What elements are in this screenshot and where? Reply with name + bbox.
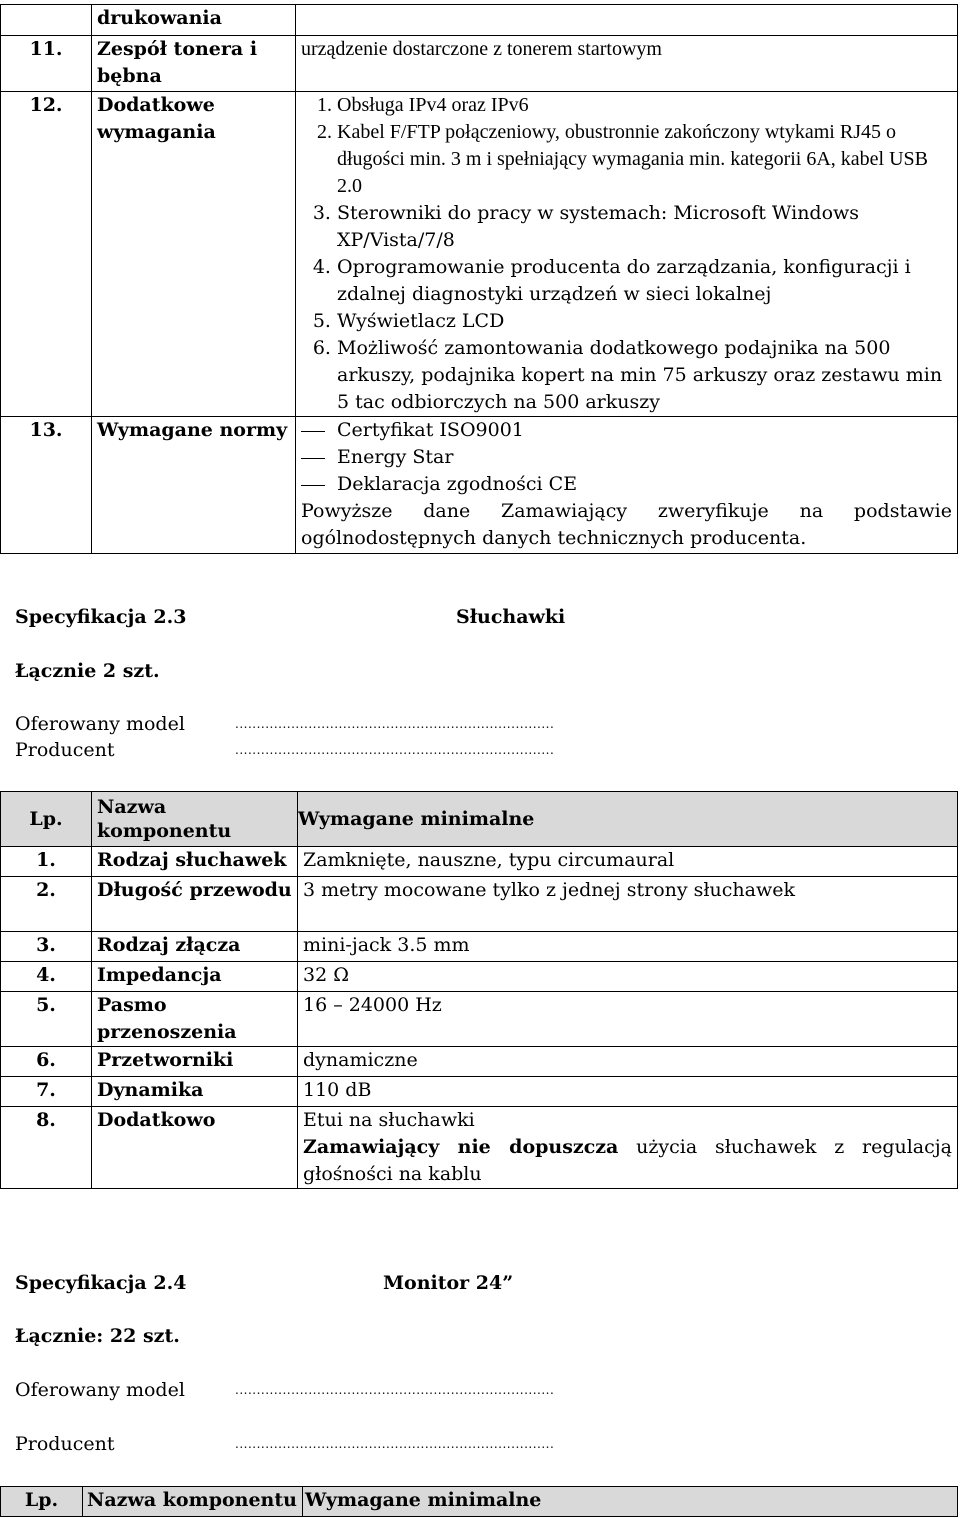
offered-model-label: Oferowany model <box>15 713 185 735</box>
list-item: 3. Sterowniki do pracy w systemach: Microsoft Windows XP/Vista/7/8 <box>337 200 952 254</box>
headphones-spec-table <box>0 791 958 1189</box>
offered-model-field <box>15 1377 185 1404</box>
list-item: 4. Oprogramowanie producenta do zarządzania, konfiguracji i zdalnej diagnostyki urządzeń w sieci lokalnej <box>337 254 952 308</box>
requirement-cell: urządzenie dostarczone z tonerem startowym <box>296 36 958 92</box>
lp-cell: 3. <box>1 932 92 962</box>
component-name-cell: Rodzaj złącza <box>92 932 298 962</box>
offered-model-field <box>15 711 185 738</box>
component-name-cell: Zespół tonera i bębna <box>92 36 296 92</box>
table-row <box>1 877 958 932</box>
table-row <box>1 1107 958 1189</box>
spec-product-name: Słuchawki <box>456 606 566 628</box>
requirements-list <box>301 92 952 416</box>
spec-title: Specyfikacja 2.3 <box>15 606 187 628</box>
list-item: 2. Kabel F/FTP połączeniowy, obustronnie zakończony wtykami RJ45 o długości min. 3 m i spełniający wymagania min. kategorii 6A, kabel USB 2.0 <box>337 119 952 200</box>
producer-dots[interactable]: .......................................................................... <box>235 743 555 757</box>
requirement-cell: dynamiczne <box>298 1047 958 1077</box>
requirement-cell: Zamknięte, nauszne, typu circumaural <box>298 847 958 877</box>
component-name-cell: Dodatkowo <box>92 1107 298 1189</box>
monitor-spec-table <box>0 1486 958 1517</box>
component-name-cell: Dodatkowe wymagania <box>92 92 296 417</box>
spec-product-name: Monitor 24” <box>383 1272 514 1294</box>
table-row <box>1 962 958 992</box>
component-name-cell: Wymagane normy <box>92 417 296 554</box>
header-requirement: Wymagane minimalne <box>298 792 958 847</box>
component-name-cell: Długość przewodu <box>92 877 298 932</box>
table-row <box>1 92 958 417</box>
restriction-bold: Zamawiający nie dopuszcza <box>303 1136 619 1158</box>
lp-cell: 1. <box>1 847 92 877</box>
list-item: 6. Możliwość zamontowania dodatkowego podajnika na 500 arkuszy, podajnika kopert na min 75 arkuszy oraz zestawu min 5 tac odbiorczych na 500 arkuszy <box>337 335 952 416</box>
lp-cell: 12. <box>1 92 92 417</box>
producer-dots[interactable]: .......................................................................... <box>235 1437 555 1451</box>
table-row <box>1 847 958 877</box>
component-name-cell: Rodzaj słuchawek <box>92 847 298 877</box>
list-item: Certyfikat ISO9001 <box>301 417 952 444</box>
offered-model-label: Oferowany model <box>15 1379 185 1401</box>
requirement-cell: mini-jack 3.5 mm <box>298 932 958 962</box>
header-component: Nazwa komponentu <box>92 792 298 847</box>
table-header-row <box>1 792 958 847</box>
header-requirement: Wymagane minimalne <box>303 1487 958 1517</box>
requirement-line: Etui na słuchawki <box>303 1109 475 1131</box>
requirement-cell <box>298 1107 958 1189</box>
header-component: Nazwa komponentu <box>83 1487 303 1517</box>
lp-cell: 6. <box>1 1047 92 1077</box>
component-name-cell: Dynamika <box>92 1077 298 1107</box>
producer-label: Producent <box>15 739 115 761</box>
table-row <box>1 992 958 1047</box>
table-row <box>1 932 958 962</box>
spec-total: Łącznie 2 szt. <box>15 660 160 682</box>
producer-field <box>15 1431 114 1458</box>
standards-list <box>301 417 952 498</box>
list-item: Deklaracja zgodności CE <box>301 471 952 498</box>
table-row <box>1 1077 958 1107</box>
table-header-row <box>1 1487 958 1517</box>
component-name-cell: Impedancja <box>92 962 298 992</box>
requirement-cell <box>296 417 958 554</box>
producer-field <box>15 737 114 764</box>
list-item: 1. Obsługa IPv4 oraz IPv6 <box>337 92 952 119</box>
lp-cell: 2. <box>1 877 92 932</box>
requirement-cell: 32 Ω <box>298 962 958 992</box>
requirement-cell <box>296 92 958 417</box>
header-lp: Lp. <box>1 1487 83 1517</box>
lp-cell: 13. <box>1 417 92 554</box>
lp-cell: 11. <box>1 36 92 92</box>
spec-title: Specyfikacja 2.4 <box>15 1272 187 1294</box>
requirement-cell: 16 – 24000 Hz <box>298 992 958 1047</box>
table-row <box>1 36 958 92</box>
restriction-rest: użycia słuchawek z regulacją głośności na kablu <box>303 1136 952 1185</box>
table-row <box>1 1047 958 1077</box>
component-name-cell: drukowania <box>92 5 296 36</box>
table-row <box>1 5 958 36</box>
spec-total: Łącznie: 22 szt. <box>15 1325 180 1347</box>
table-row <box>1 417 958 554</box>
lp-cell: 4. <box>1 962 92 992</box>
printer-spec-table <box>0 4 958 554</box>
requirement-cell: 3 metry mocowane tylko z jednej strony słuchawek <box>298 877 958 932</box>
lp-cell: 7. <box>1 1077 92 1107</box>
lp-cell: 5. <box>1 992 92 1047</box>
lp-cell <box>1 5 92 36</box>
list-item: Energy Star <box>301 444 952 471</box>
header-lp: Lp. <box>1 792 92 847</box>
offered-model-dots[interactable]: .......................................................................... <box>235 717 555 731</box>
list-item: 5. Wyświetlacz LCD <box>337 308 952 335</box>
component-name-cell: Przetworniki <box>92 1047 298 1077</box>
requirement-cell: 110 dB <box>298 1077 958 1107</box>
verification-note: Powyższe dane Zamawiający zweryfikuje na podstawie ogólnodostępnych danych technicznych producenta. <box>301 500 952 549</box>
component-name-cell: Pasmo przenoszenia <box>92 992 298 1047</box>
offered-model-dots[interactable]: .......................................................................... <box>235 1383 555 1397</box>
lp-cell: 8. <box>1 1107 92 1189</box>
requirement-cell <box>296 5 958 36</box>
restriction-note <box>303 1134 952 1188</box>
producer-label: Producent <box>15 1433 115 1455</box>
